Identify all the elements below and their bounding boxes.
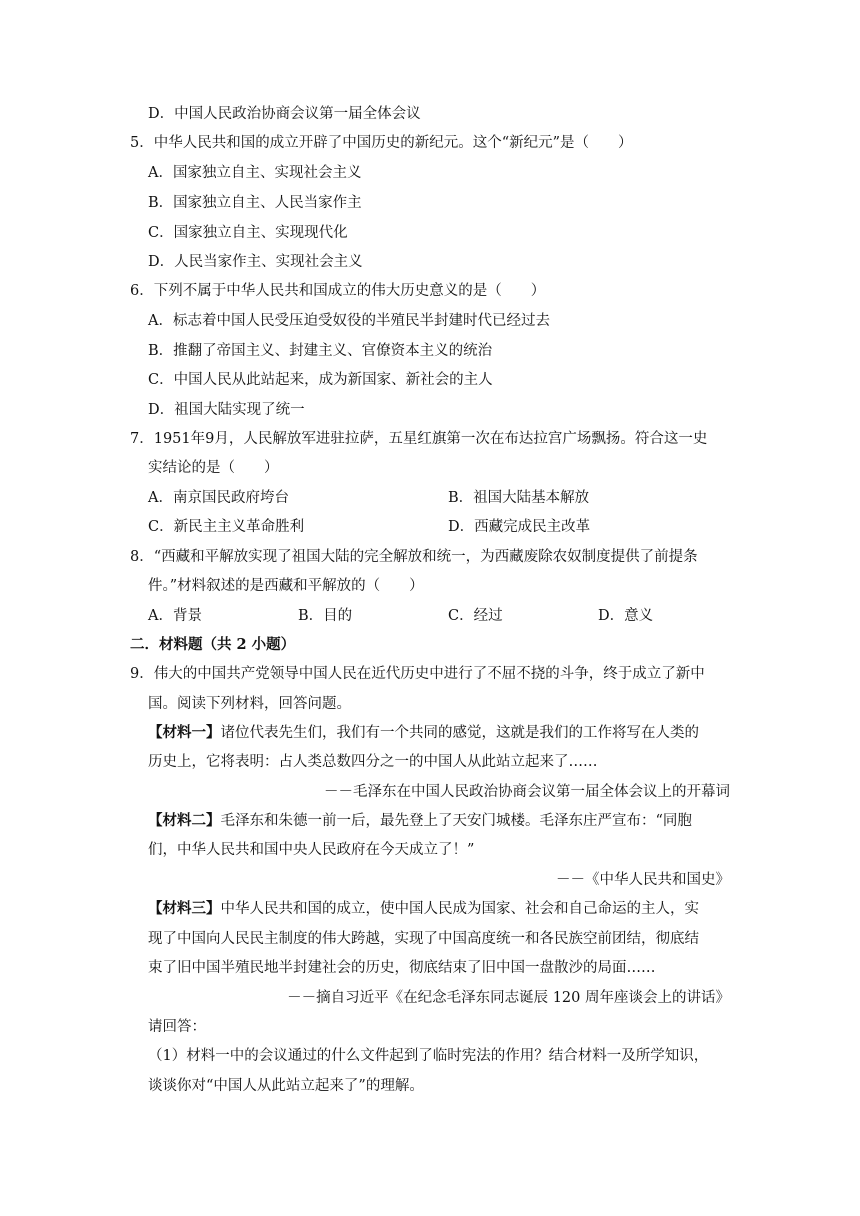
material-1-text: 诸位代表先生们，我们有一个共同的感觉，这就是我们的工作将写在人类的 — [220, 725, 699, 741]
material-3-label: 【材料三】 — [148, 900, 221, 917]
q7-stem-line1: 7．1951年9月，人民解放军进驻拉萨，五星红旗第一次在布达拉宫广场飘扬。符合这一史 — [130, 431, 708, 447]
material-1-source: －－毛泽东在中国人民政治协商会议第一届全体会议上的开幕词 — [324, 784, 730, 800]
q8-option-b: B．目的 — [298, 608, 353, 624]
material-3-source: －－摘自习近平《在纪念毛泽东同志诞辰 120 周年座谈会上的讲话》 — [287, 990, 730, 1006]
q5-option-d: D．人民当家作主、实现社会主义 — [148, 254, 363, 270]
material-3-text: 中华人民共和国的成立，使中国人民成为国家、社会和自己命运的主人，实 — [220, 901, 699, 917]
q8-stem-line1: 8．“西藏和平解放实现了祖国大陆的完全解放和统一，为西藏废除农奴制度提供了前提条 — [130, 549, 698, 565]
q9-stem-line2: 国。阅读下列材料，回答问题。 — [148, 696, 351, 712]
q6-option-b: B．推翻了帝国主义、封建主义、官僚资本主义的统治 — [148, 343, 493, 359]
material-2-label: 【材料二】 — [148, 812, 221, 829]
q4-option-d: D．中国人民政治协商会议第一届全体会议 — [148, 106, 421, 122]
q8-option-c: C．经过 — [448, 608, 503, 624]
q7-stem-line2: 实结论的是（ ） — [148, 460, 279, 476]
q7-option-b: B．祖国大陆基本解放 — [448, 490, 590, 506]
q6-option-c: C．中国人民从此站起来，成为新国家、新社会的主人 — [148, 372, 493, 388]
material-2-text: 毛泽东和朱德一前一后，最先登上了天安门城楼。毛泽东庄严宣布：“同胞 — [220, 813, 692, 829]
sub-question-1-line2: 谈谈你对“中国人从此站立起来了”的理解。 — [148, 1078, 424, 1094]
q5-option-c: C．国家独立自主、实现现代化 — [148, 225, 348, 241]
q6-stem: 6．下列不属于中华人民共和国成立的伟大历史意义的是（ ） — [130, 283, 546, 299]
q6-option-d: D．祖国大陆实现了统一 — [148, 402, 305, 418]
q7-option-d: D．西藏完成民主改革 — [448, 519, 591, 535]
q7-option-c: C．新民主主义革命胜利 — [148, 519, 305, 535]
material-1-line2: 历史上，它将表明：占人类总数四分之一的中国人从此站立起来了…… — [148, 754, 598, 770]
material-2-line2: 们，中华人民共和国中央人民政府在今天成立了！” — [148, 842, 475, 858]
material-3-line1 — [148, 899, 699, 919]
q5-option-b: B．国家独立自主、人民当家作主 — [148, 195, 362, 211]
q8-option-d: D．意义 — [598, 608, 654, 624]
material-1-line1 — [148, 723, 699, 743]
q5-option-a: A．国家独立自主、实现社会主义 — [148, 165, 362, 181]
q5-stem: 5．中华人民共和国的成立开辟了中国历史的新纪元。这个“新纪元”是（ ） — [130, 135, 633, 151]
material-2-line1 — [148, 811, 692, 831]
q7-option-a: A．南京国民政府垮台 — [148, 490, 289, 506]
q6-option-a: A．标志着中国人民受压迫受奴役的半殖民半封建时代已经过去 — [148, 313, 550, 329]
q8-option-a: A．背景 — [148, 608, 202, 624]
material-3-line3: 束了旧中国半殖民地半封建社会的历史，彻底结束了旧中国一盘散沙的局面…… — [148, 960, 656, 976]
sub-question-1-line1: （1）材料一中的会议通过的什么文件起到了临时宪法的作用？结合材料一及所学知识， — [148, 1048, 709, 1064]
please-answer: 请回答： — [148, 1019, 206, 1035]
material-3-line2: 现了中国向人民民主制度的伟大跨越，实现了中国高度统一和各民族空前团结，彻底结 — [148, 931, 699, 947]
material-2-source: －－《中华人民共和国史》 — [556, 872, 730, 888]
q8-stem-line2: 件。”材料叙述的是西藏和平解放的（ ） — [148, 578, 424, 594]
section-2-title: 二．材料题（共 2 小题） — [130, 636, 296, 653]
material-1-label: 【材料一】 — [148, 724, 221, 741]
q9-stem-line1: 9．伟大的中国共产党领导中国人民在近代历史中进行了不屈不挠的斗争，终于成立了新中 — [130, 666, 705, 682]
